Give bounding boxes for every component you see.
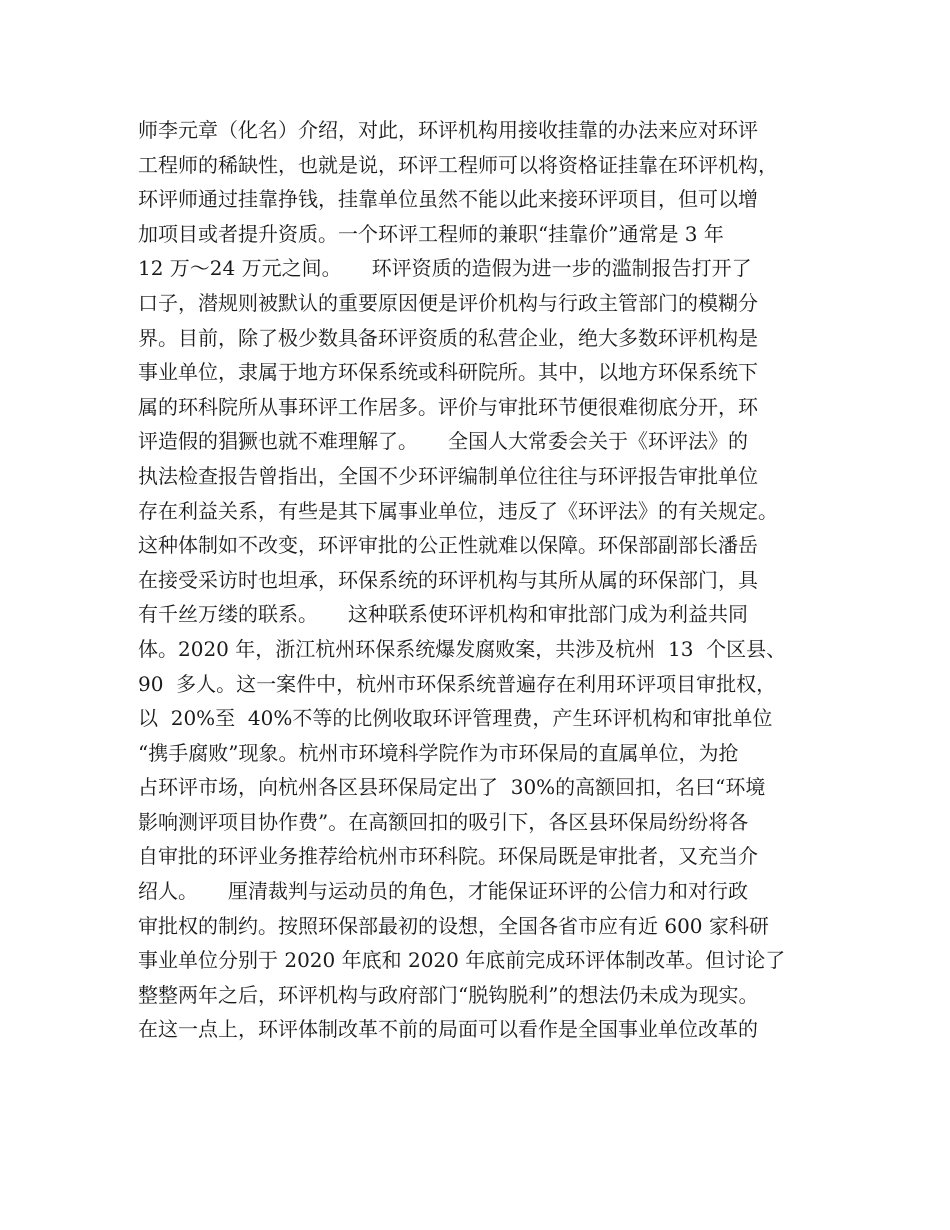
text-line: 界。目前，除了极少数具备环评资质的私营企业，绝大多数环评机构是 xyxy=(138,325,758,350)
text-line: 体。2020 年，浙江杭州环保系统爆发腐败案，共涉及杭州 13 个区县、 xyxy=(138,636,787,661)
text-line: 90 多人。这一案件中，杭州市环保系统普遍存在利用环评项目审批权， xyxy=(138,671,777,696)
text-line: 影响测评项目协作费”。在高额回扣的吸引下，各区县环保局纷纷将各 xyxy=(138,809,749,834)
text-line: 有千丝万缕的联系。 这种联系使环评机构和审批部门成为利益共同 xyxy=(138,602,748,627)
text-line: 审批权的制约。按照环保部最初的设想，全国各省市应有近 600 家科研 xyxy=(138,913,769,938)
text-line: 事业单位，隶属于地方环保系统或科研院所。其中，以地方环保系统下 xyxy=(138,360,758,385)
text-line: 评造假的猖獗也就不难理解了。 全国人大常委会关于《环评法》的 xyxy=(138,429,748,454)
text-line: 执法检查报告曾指出，全国不少环评编制单位往往与环评报告审批单位 xyxy=(138,463,758,488)
body-text xyxy=(138,113,838,1047)
text-line: 口子，潜规则被默认的重要原因便是评价机构与行政主管部门的模糊分 xyxy=(138,290,758,315)
text-line: 绍人。 厘清裁判与运动员的角色，才能保证环评的公信力和对行政 xyxy=(138,879,748,904)
text-line: 属的环科院所从事环评工作居多。评价与审批环节便很难彻底分开，环 xyxy=(138,394,758,419)
text-line: 存在利益关系，有些是其下属事业单位，违反了《环评法》的有关规定。 xyxy=(138,498,778,523)
text-line: 占环评市场，向杭州各区县环保局定出了 30%的高额回扣，名曰“环境 xyxy=(138,775,766,800)
text-line: 自审批的环评业务推荐给杭州市环科院。环保局既是审批者，又充当介 xyxy=(138,844,758,869)
text-line: 环评师通过挂靠挣钱，挂靠单位虽然不能以此来接环评项目，但可以增 xyxy=(138,187,758,212)
text-line: 在这一点上，环评体制改革不前的局面可以看作是全国事业单位改革的 xyxy=(138,1017,758,1042)
text-line: 事业单位分别于 2020 年底和 2020 年底前完成环评体制改革。但讨论了 xyxy=(138,948,786,973)
text-line: 在接受采访时也坦承，环保系统的环评机构与其所从属的环保部门，具 xyxy=(138,567,758,592)
text-line: 这种体制如不改变，环评审批的公正性就难以保障。环保部副部长潘岳 xyxy=(138,533,758,558)
text-line: “携手腐败”现象。杭州市环境科学院作为市环保局的直属单位，为抢 xyxy=(138,740,739,765)
text-line: 12 万～24 万元之间。 环评资质的造假为进一步的滥制报告打开了 xyxy=(138,256,752,281)
text-line: 加项目或者提升资质。一个环评工程师的兼职“挂靠价”通常是 3 年 xyxy=(138,221,724,246)
text-line: 工程师的稀缺性，也就是说，环评工程师可以将资格证挂靠在环评机构， xyxy=(138,152,778,177)
text-line: 以 20%至 40%不等的比例收取环评管理费，产生环评机构和审批单位 xyxy=(138,706,773,731)
text-line: 师李元章（化名）介绍，对此，环评机构用接收挂靠的办法来应对环评 xyxy=(138,118,758,142)
text-line: 整整两年之后，环评机构与政府部门“脱钩脱利”的想法仍未成为现实。 xyxy=(138,982,759,1007)
